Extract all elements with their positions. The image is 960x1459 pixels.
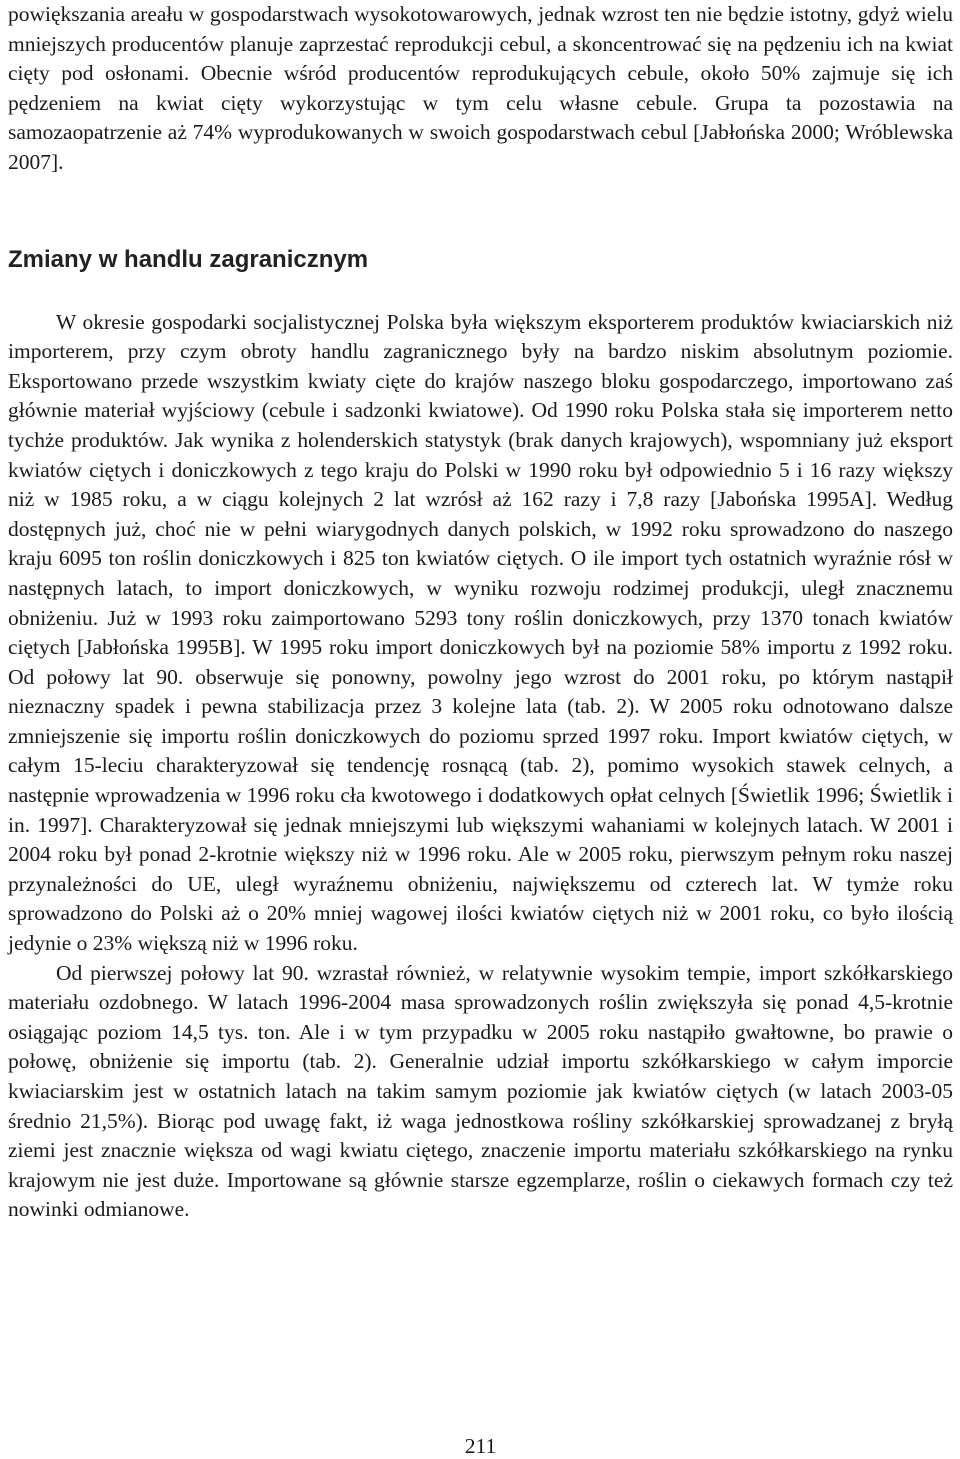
document-page — [8, 0, 953, 1459]
paragraph-foreign-trade: W okresie gospodarki socjalistycznej Polska była większym eksporterem produktów kwiaciarskich niż importerem, przy czym obroty handlu zagranicznego były na bardzo niskim absolutnym poziomie. Eksportowano przede wszystkim kwiaty cięte do krajów naszego bloku gospodarczego, importowano zaś głównie materiał wyjściowy (cebule i sadzonki kwiatowe). Od 1990 roku Polska stała się importerem netto tychże produktów. Jak wynika z holenderskich statystyk (brak danych krajowych), wspomniany już eksport kwiatów ciętych i doniczkowych z tego kraju do Polski w 1990 roku był odpowiednio 5 i 16 razy większy niż w 1985 roku, a w ciągu kolejnych 2 lat wzrósł aż 162 razy i 7,8 razy [Jabońska 1995A]. Według dostępnych już, choć nie w pełni wiarygodnych danych polskich, w 1992 roku sprowadzono do naszego kraju 6095 ton roślin doniczkowych i 825 ton kwiatów ciętych. O ile import tych ostatnich wyraźnie rósł w następnych latach, to import doniczkowych, w wyniku rozwoju rodzimej produkcji, uległ znacznemu obniżeniu. Już w 1993 roku zaimportowano 5293 tony roślin doniczkowych, przy 1370 tonach kwiatów ciętych [Jabłońska 1995B]. W 1995 roku import doniczkowych był na poziomie 58% importu z 1992 roku. Od połowy lat 90. obserwuje się ponowny, powolny jego wzrost do 2001 roku, po którym nastąpił nieznaczny spadek i pewna stabilizacja przez 3 kolejne lata (tab. 2). W 2005 roku odnotowano dalsze zmniejszenie się importu roślin doniczkowych do poziomu sprzed 1997 roku. Import kwiatów ciętych, w całym 15-leciu charakteryzował się tendencję rosnącą (tab. 2), pomimo wysokich stawek celnych, a następnie wprowadzenia w 1996 roku cła kwotowego i dodatkowych opłat celnych [Świetlik 1996; Świetlik i in. 1997]. Charakteryzował się jednak mniejszymi lub większymi wahaniami w kolejnych latach. W 2001 i 2004 roku był ponad 2-krotnie większy niż w 1996 roku. Ale w 2005 roku, pierwszym pełnym roku naszej przynależności do UE, uległ wyraźnemu obniżeniu, największemu od czterech lat. W tymże roku sprowadzono do Polski aż o 20% mniej wagowej ilości kwiatów ciętych niż w 2001 roku, co było ilością jedynie o 23% większą niż w 1996 roku. — [8, 309, 953, 956]
page-number: 211 — [464, 1434, 497, 1458]
section-heading: Zmiany w handlu zagranicznym — [8, 245, 369, 273]
paragraph-nursery-import: Od pierwszej połowy lat 90. wzrastał również, w relatywnie wysokim tempie, import szkółkarskiego materiału ozdobnego. W latach 1996-2004 masa sprowadzonych roślin zwiększyła się ponad 4,5-krotnie osiągając poziom 14,5 tys. ton. Ale i w tym przypadku w 2005 roku nastąpiło gwałtowne, bo prawie o połowę, obniżenie się importu (tab. 2). Generalnie udział importu szkółkarskiego w całym imporcie kwiaciarskim jest w ostatnich latach na takim samym poziomie jak kwiatów ciętych (w latach 2003-05 średnio 21,5%). Biorąc pod uwagę fakt, iż waga jednostkowa rośliny szkółkarskiej sprowadzanej z bryłą ziemi jest znacznie większa od wagi kwiatu ciętego, znaczenie importu materiału szkółkarskiego na rynku krajowym nie jest duże. Importowane są głównie starsze egzemplarze, roślin o ciekawych formach czy też nowinki odmianowe. — [8, 960, 953, 1222]
paragraph-bulb-production: powiększania areału w gospodarstwach wysokotowarowych, jednak wzrost ten nie będzie istotny, gdyż wielu mniejszych producentów planuje zaprzestać reprodukcji cebul, a skoncentrować się na pędzeniu ich na kwiat cięty pod osłonami. Obecnie wśród producentów reprodukujących cebule, około 50% zajmuje się ich pędzeniem na kwiat cięty wykorzystując w tym celu własne cebule. Grupa ta pozostawia na samozaopatrzenie aż 74% wyprodukowanych w swoich gospodarstwach cebul [Jabłońska 2000; Wróblewska 2007]. — [8, 2, 953, 174]
